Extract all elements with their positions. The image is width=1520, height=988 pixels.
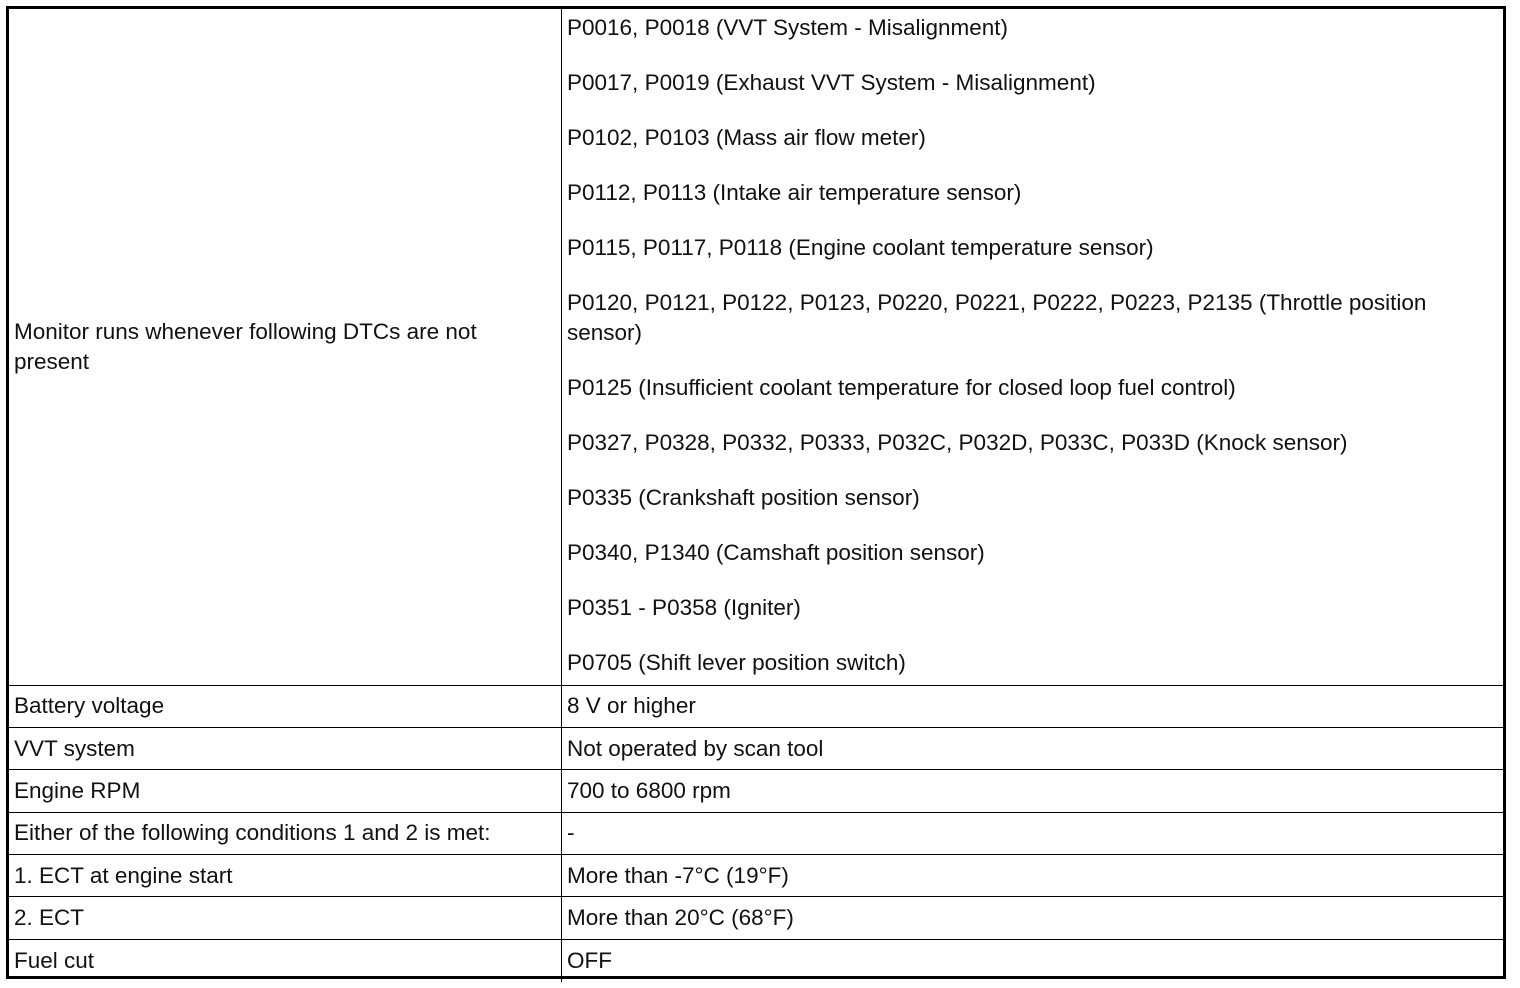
- table-row-battery-voltage: [9, 685, 1503, 727]
- dtc-condition-label: Monitor runs whenever following DTCs are not present: [9, 9, 562, 685]
- table-row-engine-rpm: [9, 770, 1503, 812]
- condition-label: Either of the following conditions 1 and 2 is met:: [9, 812, 562, 854]
- dtc-list-item: P0016, P0018 (VVT System - Misalignment): [567, 15, 1009, 40]
- condition-label: 1. ECT at engine start: [9, 855, 562, 897]
- table-row-fuel-cut: [9, 939, 1503, 981]
- condition-value: OFF: [562, 939, 1504, 981]
- condition-label: 2. ECT: [9, 897, 562, 939]
- condition-value: -: [562, 812, 1504, 854]
- dtc-list-item: P0102, P0103 (Mass air flow meter): [567, 125, 926, 150]
- table-row-ect-at-start: [9, 855, 1503, 897]
- condition-value: More than -7°C (19°F): [562, 855, 1504, 897]
- condition-value: Not operated by scan tool: [562, 727, 1504, 769]
- monitor-conditions-table: [9, 9, 1503, 982]
- condition-label: VVT system: [9, 727, 562, 769]
- dtc-list-item: P0112, P0113 (Intake air temperature sensor): [567, 180, 1022, 205]
- condition-label: Battery voltage: [9, 685, 562, 727]
- dtc-list-item: P0351 - P0358 (Igniter): [567, 595, 801, 620]
- table-row-either-condition: [9, 812, 1503, 854]
- condition-label: Fuel cut: [9, 939, 562, 981]
- dtc-list-item: P0017, P0019 (Exhaust VVT System - Misalignment): [567, 70, 1096, 95]
- table-row-ect: [9, 897, 1503, 939]
- table-row-dtc-prerequisites: [9, 9, 1503, 685]
- condition-label: Engine RPM: [9, 770, 562, 812]
- table-row-vvt-system: [9, 727, 1503, 769]
- condition-value: More than 20°C (68°F): [562, 897, 1504, 939]
- dtc-list: [562, 9, 1504, 685]
- dtc-list-item: P0335 (Crankshaft position sensor): [567, 485, 920, 510]
- condition-value: 8 V or higher: [562, 685, 1504, 727]
- condition-value: 700 to 6800 rpm: [562, 770, 1504, 812]
- spec-table-frame: [6, 6, 1506, 979]
- dtc-list-item: P0327, P0328, P0332, P0333, P032C, P032D, P033C, P033D (Knock sensor): [567, 430, 1348, 455]
- dtc-list-item: P0120, P0121, P0122, P0123, P0220, P0221, P0222, P0223, P2135 (Throttle position sensor): [567, 290, 1427, 345]
- dtc-list-item: P0125 (Insufficient coolant temperature for closed loop fuel control): [567, 375, 1236, 400]
- dtc-list-item: P0705 (Shift lever position switch): [567, 650, 906, 675]
- dtc-list-item: P0340, P1340 (Camshaft position sensor): [567, 540, 985, 565]
- dtc-list-item: P0115, P0117, P0118 (Engine coolant temperature sensor): [567, 235, 1154, 260]
